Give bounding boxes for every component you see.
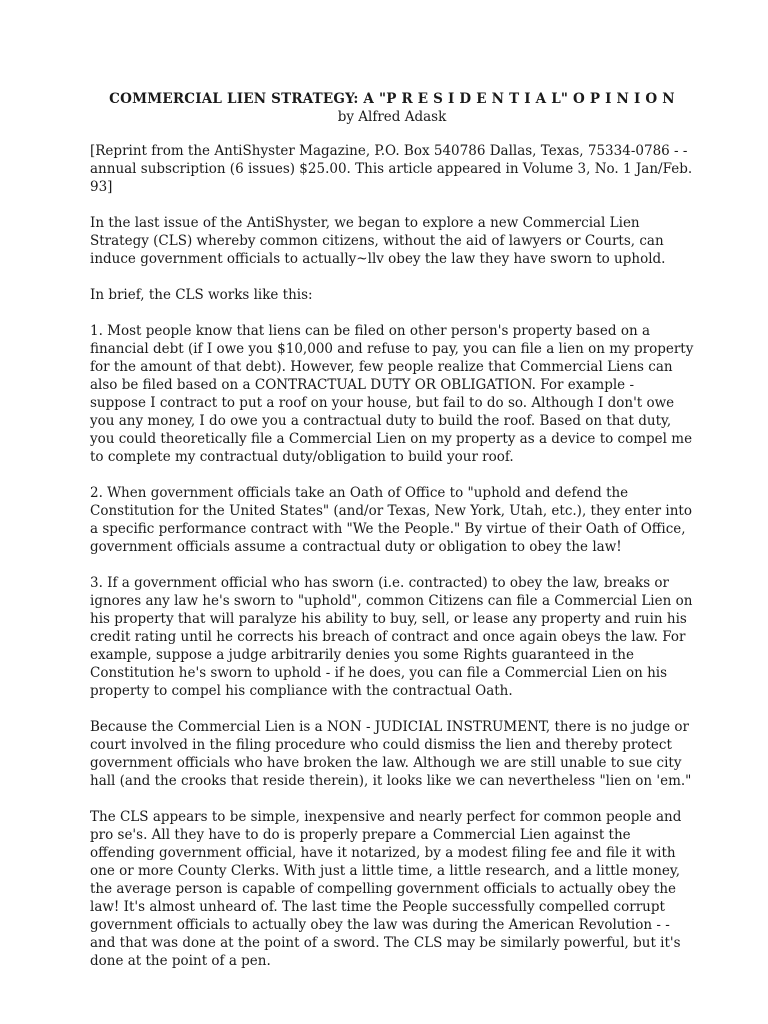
paragraph-point-2: 2. When government officials take an Oath of Office to "uphold and defend the Constitution for the United States" (and/or Texas, New York, Utah, etc.), they enter into a specific performance contract with "We the People." By virtue of their Oath of Office, government officials assume a contractual duty or obligation to obey the law! (90, 485, 692, 555)
paragraph-cls-simple: The CLS appears to be simple, inexpensive and nearly perfect for common people and pro se's. All they have to do is properly prepare a Commercial Lien against the offending government official, have it notarized, by a modest filing fee and file it with one or more County Clerks. With just a little time, a little research, and a little money, the average person is capable of compelling government officials to actually obey the law! It's almost unheard of. The last time the People successfully compelled corrupt government officials to actually obey the law was during the American Revolution - - and that was done at the point of a sword. The CLS may be similarly powerful, but it's done at the point of a pen. (90, 809, 682, 969)
paragraph-point-1: 1. Most people know that liens can be filed on other person's property based on a financial debt (if I owe you $10,000 and refuse to pay, you can file a lien on my property for the amount of that debt). However, few people realize that Commercial Liens can also be filed based on a CONTRACTUAL DUTY OR OBLIGATION. For example - suppose I contract to put a roof on your house, but fail to do so. Although I don't owe you any money, I do owe you a contractual duty to build the roof. Based on that duty, you could theoretically file a Commercial Lien on my property as a device to compel me to complete my contractual duty/obligation to build your roof. (90, 323, 694, 465)
document-byline: by Alfred Adask (337, 109, 447, 125)
paragraph-intro: In the last issue of the AntiShyster, we began to explore a new Commercial Lien Strategy (CLS) whereby common citizens, without the aid of lawyers or Courts, can induce government officials to actually~llv obey the law they have sworn to uphold. (90, 215, 666, 267)
paragraph-non-judicial: Because the Commercial Lien is a NON - JUDICIAL INSTRUMENT, there is no judge or court involved in the filing procedure who could dismiss the lien and thereby protect government officials who have broken the law. Although we are still unable to sue city hall (and the crooks that reside therein), it looks like we can nevertheless "lien on 'em." (90, 719, 692, 789)
document-page (90, 90, 694, 988)
document-title: COMMERCIAL LIEN STRATEGY: A "P R E S I D E N T I A L" O P I N I O N (109, 91, 675, 107)
paragraph-point-3: 3. If a government official who has sworn (i.e. contracted) to obey the law, breaks or ignores any law he's sworn to "uphold", common Citizens can file a Commercial Lien on his property that will paralyze his ability to buy, sell, or lease any property and ruin his credit rating until he corrects his breach of contract and once again obeys the law. For example, suppose a judge arbitrarily denies you some Rights guaranteed in the Constitution he's sworn to uphold - if he does, you can file a Commercial Lien on his property to compel his compliance with the contractual Oath. (90, 575, 693, 699)
paragraph-brief: In brief, the CLS works like this: (90, 287, 313, 303)
reprint-note: [Reprint from the AntiShyster Magazine, P.O. Box 540786 Dallas, Texas, 75334-0786 - - annual subscription (6 issues) $25.00. This article appeared in Volume 3, No. 1 Jan/Feb. 93] (90, 143, 693, 195)
